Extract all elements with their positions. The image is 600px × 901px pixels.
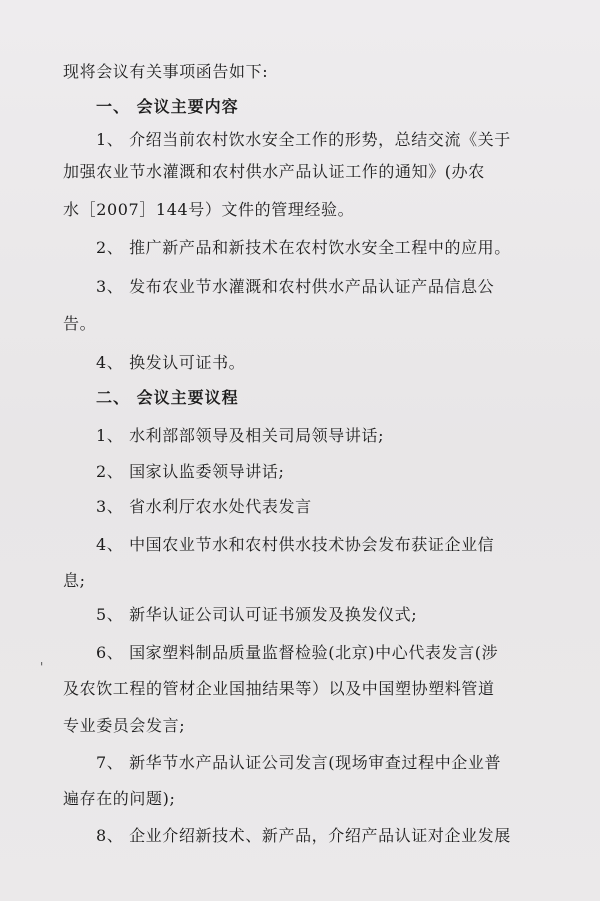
agenda-item-8: 8、 企业介绍新技术、新产品，介绍产品认证对企业发展: [96, 826, 511, 845]
agenda-item-5: 5、 新华认证公司认可证书颁发及换发仪式;: [96, 605, 418, 624]
agenda-item-3: 3、 省水利厅农水处代表发言: [96, 497, 312, 516]
section-heading-agenda: 二、 会议主要议程: [96, 388, 239, 407]
content-item-3-line-2: 告。: [63, 314, 97, 333]
stray-mark: ': [40, 660, 44, 674]
agenda-item-2: 2、 国家认监委领导讲话;: [96, 462, 285, 481]
content-item-2: 2、 推广新产品和新技术在农村饮水安全工程中的应用。: [96, 238, 511, 257]
content-item-3-line-1: 3、 发布农业节水灌溉和农村供水产品认证产品信息公: [96, 277, 495, 296]
agenda-item-4-line-2: 息;: [63, 571, 86, 590]
content-item-1-line-2: 加强农业节水灌溉和农村供水产品认证工作的通知》(办农: [63, 162, 485, 181]
section-heading-content: 一、 会议主要内容: [96, 97, 239, 116]
content-item-1-line-3: 水［2007］144号）文件的管理经验。: [63, 200, 355, 219]
agenda-item-6-line-1: 6、 国家塑料制品质量监督检验(北京)中心代表发言(涉: [96, 643, 499, 662]
agenda-item-4-line-1: 4、 中国农业节水和农村供水技术协会发布获证企业信: [96, 535, 495, 554]
agenda-item-7-line-1: 7、 新华节水产品认证公司发言(现场审查过程中企业普: [96, 753, 502, 772]
content-item-1-line-1: 1、 介绍当前农村饮水安全工作的形势，总结交流《关于: [96, 130, 511, 149]
content-item-4: 4、 换发认可证书。: [96, 353, 246, 372]
agenda-item-1: 1、 水利部部领导及相关司局领导讲话;: [96, 426, 385, 445]
agenda-item-6-line-3: 专业委员会发言;: [63, 716, 186, 735]
agenda-item-7-line-2: 遍存在的问题);: [63, 789, 176, 808]
agenda-item-6-line-2: 及农饮工程的管材企业国抽结果等）以及中国塑协塑料管道: [63, 679, 495, 698]
intro-text: 现将会议有关事项函告如下:: [63, 62, 269, 81]
